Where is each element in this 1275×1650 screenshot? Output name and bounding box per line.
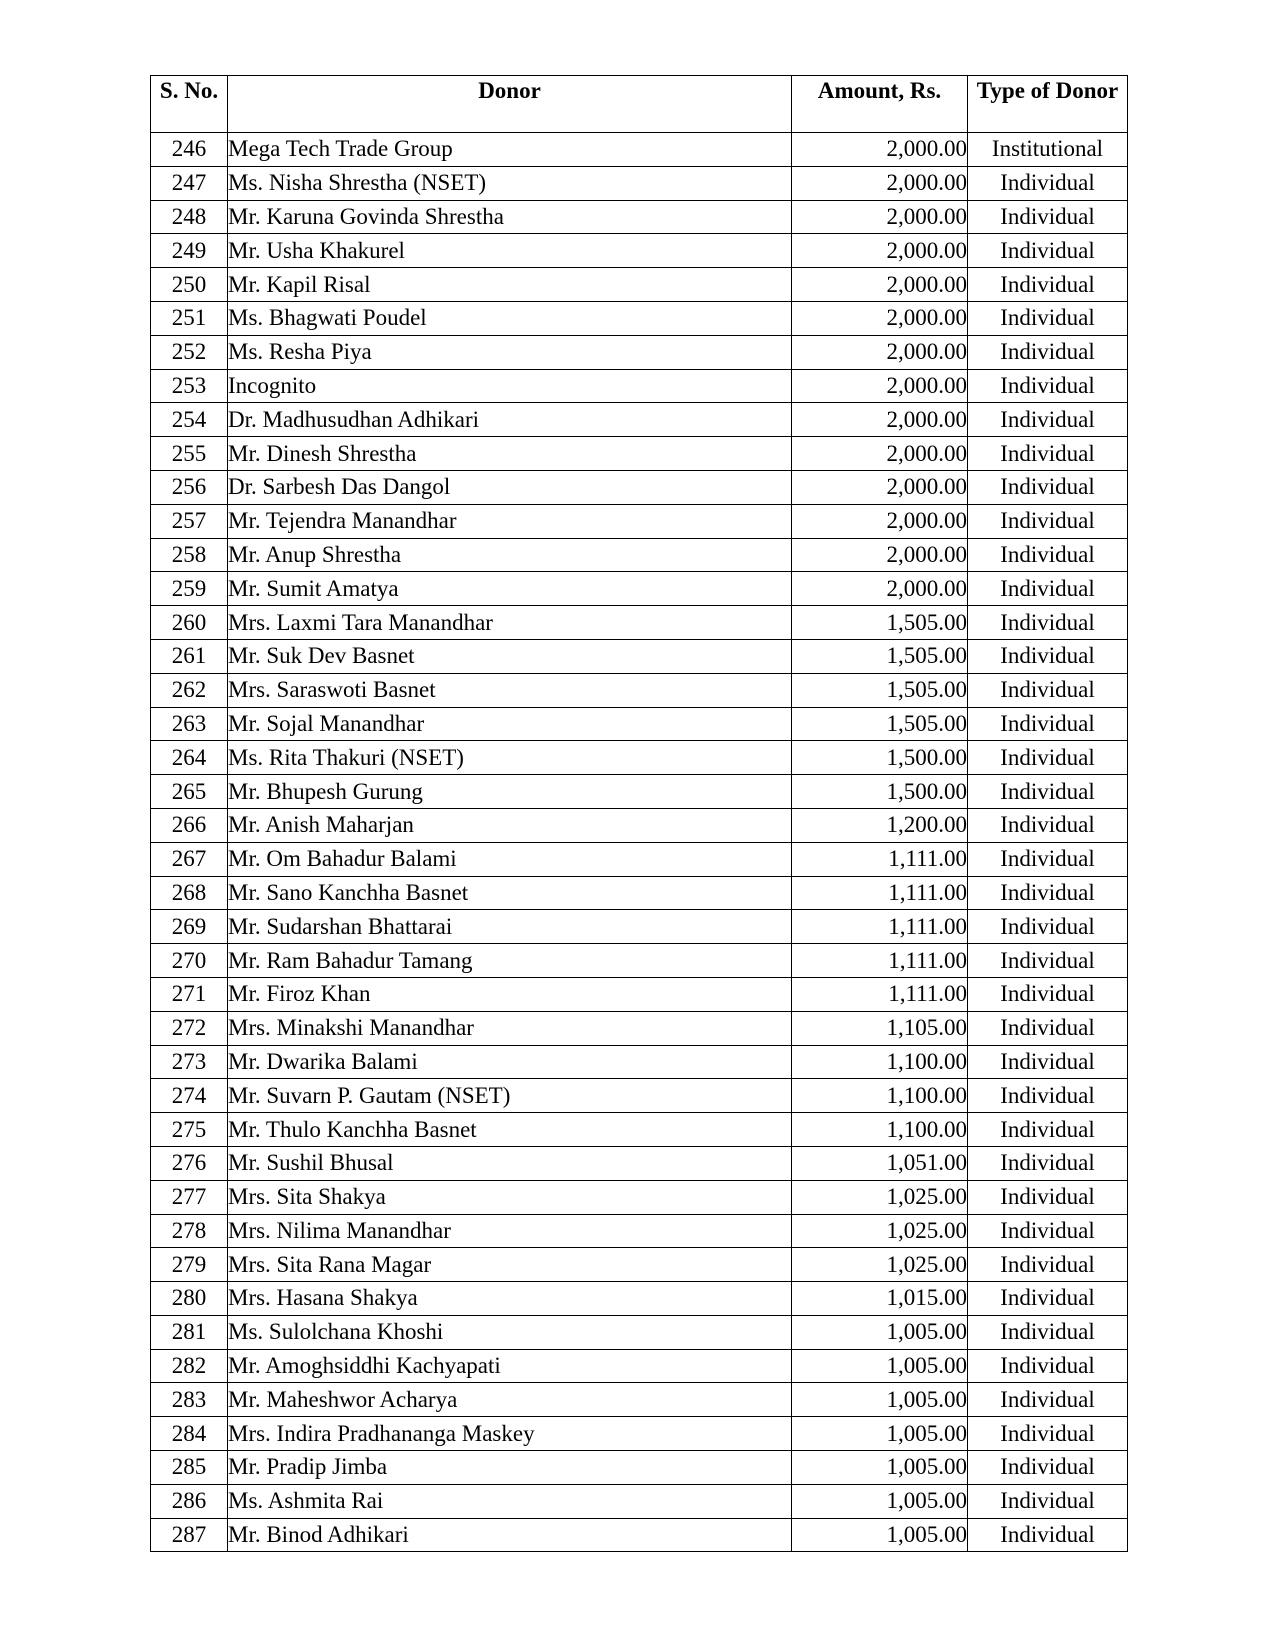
cell-sno: 258 xyxy=(151,538,228,572)
cell-type: Individual xyxy=(968,1113,1128,1147)
table-row xyxy=(151,1484,1128,1518)
table-row xyxy=(151,268,1128,302)
cell-type: Individual xyxy=(968,301,1128,335)
cell-type: Individual xyxy=(968,1484,1128,1518)
table-row xyxy=(151,1011,1128,1045)
cell-amount: 1,200.00 xyxy=(792,808,968,842)
table-row xyxy=(151,200,1128,234)
cell-sno: 257 xyxy=(151,504,228,538)
cell-amount: 1,505.00 xyxy=(792,606,968,640)
cell-type: Individual xyxy=(968,1349,1128,1383)
table-row xyxy=(151,1282,1128,1316)
cell-donor: Mr. Kapil Risal xyxy=(228,268,792,302)
table-row xyxy=(151,707,1128,741)
table-row xyxy=(151,1079,1128,1113)
cell-donor: Mr. Sano Kanchha Basnet xyxy=(228,876,792,910)
table-row xyxy=(151,741,1128,775)
cell-amount: 2,000.00 xyxy=(792,335,968,369)
cell-amount: 1,505.00 xyxy=(792,639,968,673)
cell-donor: Mrs. Sita Shakya xyxy=(228,1180,792,1214)
cell-amount: 1,105.00 xyxy=(792,1011,968,1045)
table-row xyxy=(151,369,1128,403)
cell-donor: Mrs. Nilima Manandhar xyxy=(228,1214,792,1248)
cell-sno: 281 xyxy=(151,1315,228,1349)
table-row xyxy=(151,234,1128,268)
cell-sno: 276 xyxy=(151,1146,228,1180)
cell-sno: 267 xyxy=(151,842,228,876)
cell-sno: 265 xyxy=(151,775,228,809)
cell-amount: 1,025.00 xyxy=(792,1214,968,1248)
cell-amount: 1,505.00 xyxy=(792,673,968,707)
cell-sno: 261 xyxy=(151,639,228,673)
cell-donor: Ms. Rita Thakuri (NSET) xyxy=(228,741,792,775)
cell-type: Individual xyxy=(968,1011,1128,1045)
cell-donor: Mr. Thulo Kanchha Basnet xyxy=(228,1113,792,1147)
cell-donor: Mr. Suvarn P. Gautam (NSET) xyxy=(228,1079,792,1113)
cell-donor: Mrs. Indira Pradhananga Maskey xyxy=(228,1417,792,1451)
cell-sno: 274 xyxy=(151,1079,228,1113)
cell-sno: 271 xyxy=(151,977,228,1011)
cell-donor: Mr. Bhupesh Gurung xyxy=(228,775,792,809)
donor-table-body xyxy=(151,133,1128,1552)
cell-amount: 1,111.00 xyxy=(792,977,968,1011)
cell-amount: 2,000.00 xyxy=(792,470,968,504)
cell-donor: Mr. Maheshwor Acharya xyxy=(228,1383,792,1417)
table-row xyxy=(151,606,1128,640)
table-row xyxy=(151,470,1128,504)
table-row xyxy=(151,572,1128,606)
cell-amount: 1,025.00 xyxy=(792,1180,968,1214)
table-row xyxy=(151,673,1128,707)
cell-amount: 1,500.00 xyxy=(792,741,968,775)
table-row xyxy=(151,1518,1128,1552)
cell-type: Individual xyxy=(968,437,1128,471)
cell-donor: Mrs. Minakshi Manandhar xyxy=(228,1011,792,1045)
cell-type: Individual xyxy=(968,369,1128,403)
cell-sno: 259 xyxy=(151,572,228,606)
table-row xyxy=(151,437,1128,471)
cell-donor: Ms. Bhagwati Poudel xyxy=(228,301,792,335)
cell-donor: Mr. Binod Adhikari xyxy=(228,1518,792,1552)
cell-sno: 285 xyxy=(151,1451,228,1485)
cell-type: Individual xyxy=(968,842,1128,876)
cell-amount: 1,111.00 xyxy=(792,842,968,876)
cell-type: Individual xyxy=(968,504,1128,538)
cell-sno: 282 xyxy=(151,1349,228,1383)
cell-donor: Mr. Usha Khakurel xyxy=(228,234,792,268)
cell-donor: Mr. Om Bahadur Balami xyxy=(228,842,792,876)
table-row xyxy=(151,1113,1128,1147)
cell-type: Individual xyxy=(968,234,1128,268)
cell-type: Individual xyxy=(968,1079,1128,1113)
table-row xyxy=(151,335,1128,369)
cell-donor: Mr. Pradip Jimba xyxy=(228,1451,792,1485)
cell-donor: Mr. Sojal Manandhar xyxy=(228,707,792,741)
cell-sno: 284 xyxy=(151,1417,228,1451)
cell-sno: 251 xyxy=(151,301,228,335)
cell-sno: 263 xyxy=(151,707,228,741)
cell-sno: 269 xyxy=(151,910,228,944)
cell-sno: 286 xyxy=(151,1484,228,1518)
table-row xyxy=(151,1180,1128,1214)
cell-donor: Mega Tech Trade Group xyxy=(228,133,792,167)
cell-amount: 2,000.00 xyxy=(792,572,968,606)
header-row xyxy=(151,76,1128,133)
cell-donor: Ms. Sulolchana Khoshi xyxy=(228,1315,792,1349)
cell-amount: 2,000.00 xyxy=(792,200,968,234)
donor-table-header xyxy=(151,76,1128,133)
cell-type: Individual xyxy=(968,1045,1128,1079)
cell-sno: 270 xyxy=(151,944,228,978)
cell-amount: 1,500.00 xyxy=(792,775,968,809)
cell-amount: 1,005.00 xyxy=(792,1383,968,1417)
table-row xyxy=(151,1451,1128,1485)
cell-sno: 275 xyxy=(151,1113,228,1147)
cell-type: Individual xyxy=(968,572,1128,606)
cell-sno: 283 xyxy=(151,1383,228,1417)
cell-sno: 262 xyxy=(151,673,228,707)
cell-donor: Mr. Amoghsiddhi Kachyapati xyxy=(228,1349,792,1383)
table-row xyxy=(151,1315,1128,1349)
cell-sno: 256 xyxy=(151,470,228,504)
cell-amount: 2,000.00 xyxy=(792,268,968,302)
cell-type: Individual xyxy=(968,606,1128,640)
cell-amount: 1,005.00 xyxy=(792,1315,968,1349)
cell-sno: 250 xyxy=(151,268,228,302)
cell-type: Individual xyxy=(968,268,1128,302)
cell-donor: Mr. Sushil Bhusal xyxy=(228,1146,792,1180)
table-row xyxy=(151,538,1128,572)
cell-donor: Mr. Dwarika Balami xyxy=(228,1045,792,1079)
cell-sno: 280 xyxy=(151,1282,228,1316)
cell-amount: 2,000.00 xyxy=(792,133,968,167)
cell-donor: Mr. Firoz Khan xyxy=(228,977,792,1011)
cell-type: Individual xyxy=(968,470,1128,504)
cell-amount: 1,025.00 xyxy=(792,1248,968,1282)
cell-type: Individual xyxy=(968,1146,1128,1180)
cell-type: Individual xyxy=(968,639,1128,673)
cell-sno: 252 xyxy=(151,335,228,369)
cell-amount: 1,505.00 xyxy=(792,707,968,741)
cell-sno: 260 xyxy=(151,606,228,640)
cell-amount: 2,000.00 xyxy=(792,166,968,200)
cell-type: Individual xyxy=(968,775,1128,809)
table-row xyxy=(151,1045,1128,1079)
cell-sno: 249 xyxy=(151,234,228,268)
cell-amount: 1,100.00 xyxy=(792,1079,968,1113)
table-row xyxy=(151,1214,1128,1248)
cell-amount: 2,000.00 xyxy=(792,369,968,403)
cell-type: Individual xyxy=(968,1383,1128,1417)
cell-type: Individual xyxy=(968,538,1128,572)
cell-amount: 1,005.00 xyxy=(792,1451,968,1485)
cell-sno: 253 xyxy=(151,369,228,403)
cell-sno: 247 xyxy=(151,166,228,200)
cell-donor: Mrs. Sita Rana Magar xyxy=(228,1248,792,1282)
cell-type: Individual xyxy=(968,1451,1128,1485)
table-row xyxy=(151,842,1128,876)
cell-type: Individual xyxy=(968,1518,1128,1552)
header-amount: Amount, Rs. xyxy=(792,76,968,133)
table-row xyxy=(151,808,1128,842)
cell-donor: Mr. Sudarshan Bhattarai xyxy=(228,910,792,944)
cell-donor: Dr. Sarbesh Das Dangol xyxy=(228,470,792,504)
cell-donor: Ms. Resha Piya xyxy=(228,335,792,369)
cell-amount: 2,000.00 xyxy=(792,437,968,471)
table-row xyxy=(151,133,1128,167)
header-donor: Donor xyxy=(228,76,792,133)
table-row xyxy=(151,1349,1128,1383)
cell-amount: 2,000.00 xyxy=(792,538,968,572)
cell-sno: 248 xyxy=(151,200,228,234)
cell-amount: 1,111.00 xyxy=(792,944,968,978)
cell-sno: 255 xyxy=(151,437,228,471)
cell-type: Individual xyxy=(968,1248,1128,1282)
cell-amount: 1,111.00 xyxy=(792,910,968,944)
table-row xyxy=(151,775,1128,809)
table-row xyxy=(151,403,1128,437)
cell-amount: 1,005.00 xyxy=(792,1484,968,1518)
cell-donor: Mrs. Saraswoti Basnet xyxy=(228,673,792,707)
cell-donor: Mr. Tejendra Manandhar xyxy=(228,504,792,538)
cell-type: Individual xyxy=(968,1417,1128,1451)
cell-sno: 254 xyxy=(151,403,228,437)
cell-donor: Incognito xyxy=(228,369,792,403)
cell-type: Individual xyxy=(968,876,1128,910)
cell-amount: 2,000.00 xyxy=(792,234,968,268)
cell-amount: 2,000.00 xyxy=(792,504,968,538)
table-row xyxy=(151,1248,1128,1282)
table-row xyxy=(151,1146,1128,1180)
cell-sno: 266 xyxy=(151,808,228,842)
cell-donor: Mr. Anup Shrestha xyxy=(228,538,792,572)
cell-amount: 1,100.00 xyxy=(792,1045,968,1079)
table-row xyxy=(151,977,1128,1011)
cell-type: Individual xyxy=(968,673,1128,707)
table-row xyxy=(151,876,1128,910)
table-row xyxy=(151,301,1128,335)
cell-sno: 279 xyxy=(151,1248,228,1282)
cell-amount: 1,100.00 xyxy=(792,1113,968,1147)
cell-sno: 246 xyxy=(151,133,228,167)
cell-type: Individual xyxy=(968,1315,1128,1349)
cell-sno: 264 xyxy=(151,741,228,775)
cell-amount: 2,000.00 xyxy=(792,301,968,335)
table-row xyxy=(151,504,1128,538)
cell-donor: Mrs. Laxmi Tara Manandhar xyxy=(228,606,792,640)
cell-type: Individual xyxy=(968,166,1128,200)
cell-type: Institutional xyxy=(968,133,1128,167)
cell-donor: Mr. Dinesh Shrestha xyxy=(228,437,792,471)
cell-sno: 268 xyxy=(151,876,228,910)
cell-type: Individual xyxy=(968,944,1128,978)
header-sno: S. No. xyxy=(151,76,228,133)
table-row xyxy=(151,944,1128,978)
cell-sno: 278 xyxy=(151,1214,228,1248)
cell-sno: 273 xyxy=(151,1045,228,1079)
cell-donor: Mr. Ram Bahadur Tamang xyxy=(228,944,792,978)
cell-type: Individual xyxy=(968,1180,1128,1214)
cell-amount: 2,000.00 xyxy=(792,403,968,437)
cell-donor: Dr. Madhusudhan Adhikari xyxy=(228,403,792,437)
table-row xyxy=(151,1383,1128,1417)
cell-type: Individual xyxy=(968,1282,1128,1316)
cell-type: Individual xyxy=(968,403,1128,437)
cell-amount: 1,005.00 xyxy=(792,1349,968,1383)
cell-type: Individual xyxy=(968,808,1128,842)
cell-donor: Mr. Sumit Amatya xyxy=(228,572,792,606)
table-row xyxy=(151,1417,1128,1451)
cell-amount: 1,005.00 xyxy=(792,1518,968,1552)
table-row xyxy=(151,166,1128,200)
cell-sno: 287 xyxy=(151,1518,228,1552)
donor-table xyxy=(150,75,1128,1552)
cell-type: Individual xyxy=(968,910,1128,944)
cell-donor: Mrs. Hasana Shakya xyxy=(228,1282,792,1316)
cell-type: Individual xyxy=(968,335,1128,369)
table-row xyxy=(151,639,1128,673)
cell-donor: Mr. Suk Dev Basnet xyxy=(228,639,792,673)
cell-type: Individual xyxy=(968,707,1128,741)
cell-sno: 277 xyxy=(151,1180,228,1214)
cell-amount: 1,111.00 xyxy=(792,876,968,910)
cell-type: Individual xyxy=(968,741,1128,775)
cell-type: Individual xyxy=(968,200,1128,234)
cell-donor: Ms. Ashmita Rai xyxy=(228,1484,792,1518)
cell-type: Individual xyxy=(968,1214,1128,1248)
cell-type: Individual xyxy=(968,977,1128,1011)
cell-amount: 1,005.00 xyxy=(792,1417,968,1451)
cell-amount: 1,051.00 xyxy=(792,1146,968,1180)
cell-donor: Mr. Anish Maharjan xyxy=(228,808,792,842)
header-type: Type of Donor xyxy=(968,76,1128,133)
table-row xyxy=(151,910,1128,944)
cell-donor: Ms. Nisha Shrestha (NSET) xyxy=(228,166,792,200)
cell-donor: Mr. Karuna Govinda Shrestha xyxy=(228,200,792,234)
cell-sno: 272 xyxy=(151,1011,228,1045)
cell-amount: 1,015.00 xyxy=(792,1282,968,1316)
